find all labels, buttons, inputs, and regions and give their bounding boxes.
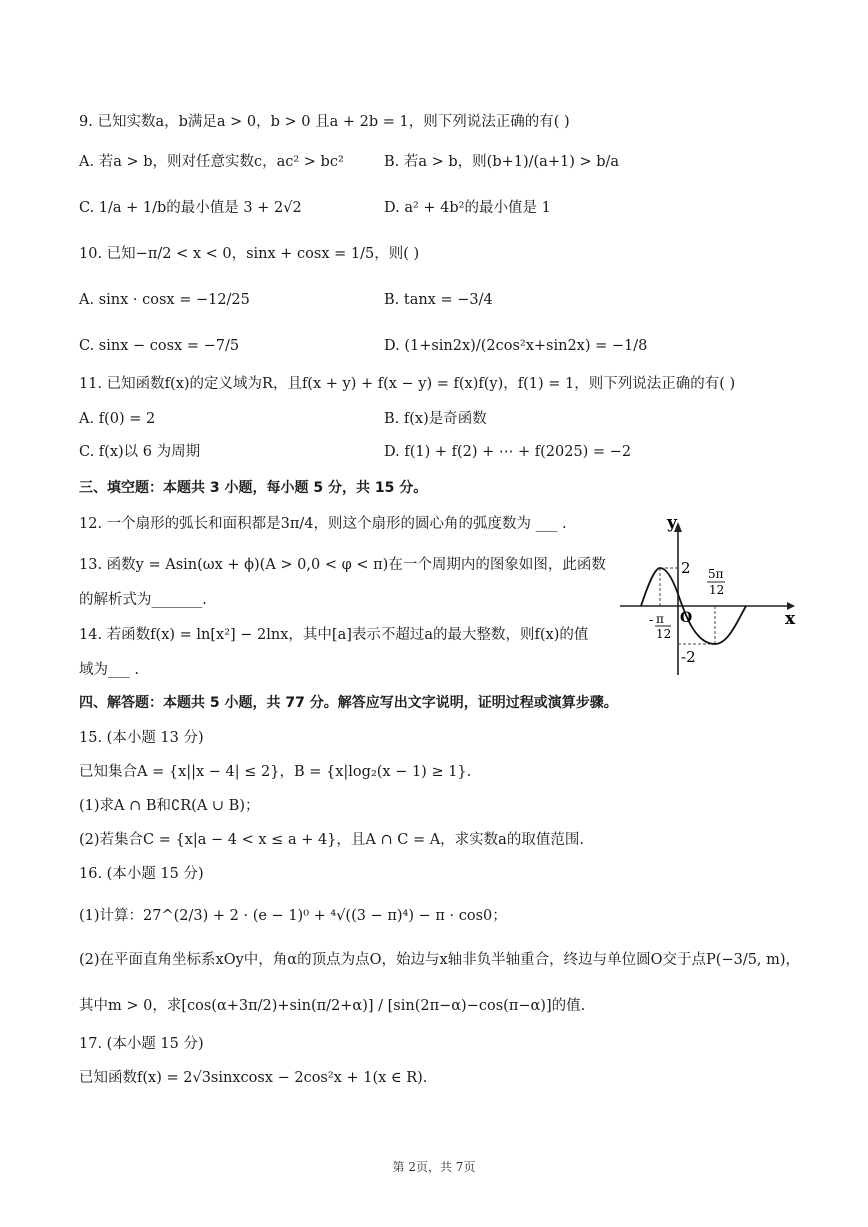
q9-stem: 9. 已知实数a，b满足a > 0，b > 0 且a + 2b = 1，则下列说法正确的有( )	[79, 114, 570, 130]
section-heading-solutions: 四、解答题：本题共 5 小题，共 77 分。解答应写出文字说明，证明过程或演算步骤。	[79, 695, 618, 711]
q9-option-c: C. 1/a + 1/b的最小值是 3 + 2√2	[79, 200, 302, 216]
page-footer: 第 2页，共 7页	[392, 1160, 476, 1174]
q9-option-b: B. 若a > b，则(b+1)/(a+1) > b/a	[384, 154, 620, 170]
q16-title: 16. (本小题 15 分)	[79, 866, 204, 882]
q14-line2: 域为___ .	[79, 662, 139, 678]
sine-graph	[615, 510, 805, 680]
left-tick-sign: -	[649, 613, 654, 628]
q14-line1: 14. 若函数f(x) = ln[x²] − 2lnx，其中[a]表示不超过a的最大整数，则f(x)的值	[79, 627, 589, 643]
origin-label: O	[680, 610, 693, 626]
q9-option-a: A. 若a > b，则对任意实数c，ac² > bc²	[79, 154, 344, 170]
q10-option-b: B. tanx = −3/4	[384, 292, 493, 308]
q15-given: 已知集合A = {x||x − 4| ≤ 2}，B = {x|log₂(x − 1) ≥ 1}.	[79, 764, 472, 780]
q16-part2: (2)在平面直角坐标系xOy中，角α的顶点为点O，始边与x轴非负半轴重合，终边与单位圆O交于点P(−3/5, m)，	[79, 952, 801, 968]
section-heading-fill-in: 三、填空题：本题共 3 小题，每小题 5 分，共 15 分。	[79, 480, 428, 496]
left-tick-numerator: π	[656, 612, 664, 626]
q15-part2: (2)若集合C = {x|a − 4 < x ≤ a + 4}，且A ∩ C = A，求实数a的取值范围.	[79, 832, 584, 848]
q15-part1: (1)求A ∩ B和∁R(A ∪ B)；	[79, 798, 260, 814]
q16-part2-continued: 其中m > 0，求[cos(α+3π/2)+sin(π/2+α)] / [sin(2π−α)−cos(π−α)]的值.	[79, 998, 586, 1014]
x-axis-label: x	[785, 609, 796, 629]
q9-option-d: D. a² + 4b²的最小值是 1	[384, 200, 551, 216]
q11-stem: 11. 已知函数f(x)的定义域为R，且f(x + y) + f(x − y) = f(x)f(y)，f(1) = 1，则下列说法正确的有( )	[79, 376, 736, 392]
q12-text: 12. 一个扇形的弧长和面积都是3π/4，则这个扇形的圆心角的弧度数为 ___ .	[79, 516, 567, 532]
q10-option-a: A. sinx · cosx = −12/25	[79, 292, 250, 308]
q11-option-c: C. f(x)以 6 为周期	[79, 444, 201, 460]
q10-option-c: C. sinx − cosx = −7/5	[79, 338, 240, 354]
q11-option-a: A. f(0) = 2	[79, 411, 156, 427]
amplitude-bottom-label: -2	[681, 648, 696, 666]
q15-title: 15. (本小题 13 分)	[79, 730, 204, 746]
q11-option-b: B. f(x)是奇函数	[384, 411, 487, 427]
y-axis-label: y	[667, 513, 677, 533]
q17-title: 17. (本小题 15 分)	[79, 1036, 204, 1052]
q13-line2: 的解析式为_______.	[79, 592, 207, 608]
right-tick-denominator: 12	[709, 583, 725, 597]
q11-option-d: D. f(1) + f(2) + ⋯ + f(2025) = −2	[384, 444, 632, 460]
q13-line1: 13. 函数y = Asin(ωx + ϕ)(A > 0,0 < φ < π)在一个周期内的图象如图，此函数	[79, 557, 606, 573]
left-tick-denominator: 12	[656, 627, 672, 641]
q10-option-d: D. (1+sin2x)/(2cos²x+sin2x) = −1/8	[384, 338, 648, 354]
q10-stem: 10. 已知−π/2 < x < 0，sinx + cosx = 1/5，则( )	[79, 246, 420, 262]
q17-given: 已知函数f(x) = 2√3sinxcosx − 2cos²x + 1(x ∈ R).	[79, 1070, 428, 1086]
amplitude-top-label: 2	[681, 559, 691, 577]
q16-part1: (1)计算：27^(2/3) + 2 · (e − 1)⁰ + ⁴√((3 − π)⁴) − π · cos0；	[79, 908, 507, 924]
right-tick-numerator: 5π	[708, 567, 724, 581]
